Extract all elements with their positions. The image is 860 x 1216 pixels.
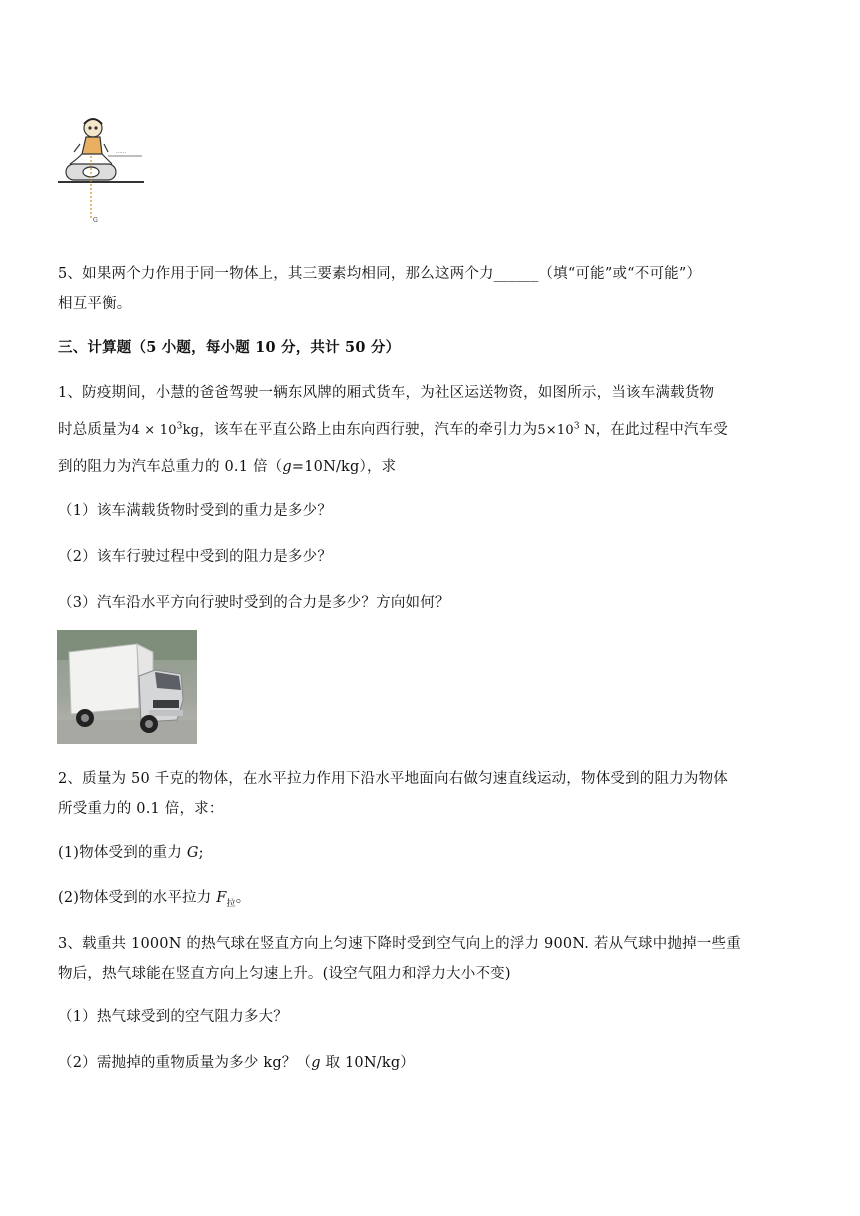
p1-line1: 1、防疫期间，小慧的爸爸驾驶一辆东风牌的厢式货车，为社区运送物资，如图所示，当该车满载货物 — [58, 385, 715, 401]
p1-line2-b: ，该车在平直公路上由东向西行驶，汽车的牵引力为 — [199, 422, 538, 438]
p3-q1: （1）热气球受到的空气阻力多大？ — [58, 1009, 288, 1025]
p3-line1: 3、载重共 1000N 的热气球在竖直方向上匀速下降时受到空气向上的浮力 900N. 若从气球中抛掉一些重 — [58, 936, 741, 952]
p2-q2: (2)物体受到的水平拉力 $F_拉$。 — [58, 890, 251, 909]
p3-line2: 物后，热气球能在竖直方向上匀速上升。(设空气阻力和浮力大小不变) — [58, 966, 511, 982]
p1-line2 — [58, 418, 728, 439]
p1-line2-c: ，在此过程中汽车受 — [595, 422, 729, 438]
section-title: 三、计算题（5 小题，每小题 10 分，共计 50 分） — [58, 339, 401, 356]
box-truck-photo — [57, 630, 197, 744]
q5-line1: 5、如果两个力作用于同一物体上，其三要素均相同，那么这两个力______（填“可能”或“不可能”） — [58, 266, 702, 282]
person-on-scale-figure — [56, 112, 156, 232]
p1-q2: （2）该车行驶过程中受到的阻力是多少？ — [58, 549, 333, 565]
p2-line2: 所受重力的 0.1 倍，求： — [58, 801, 224, 817]
figure-caption-right: …… — [116, 149, 126, 155]
p1-q3: （3）汽车沿水平方向行驶时受到的合力是多少？方向如何？ — [58, 595, 450, 611]
p3-q2: （2）需抛掉的重物质量为多少 kg？（g 取 10N/kg） — [58, 1055, 415, 1071]
p1-mass: $4 \times 10^3kg$ — [131, 421, 200, 438]
figure-caption-g: G — [93, 217, 98, 224]
p2-q1: (1)物体受到的重力 G; — [58, 845, 204, 861]
p1-line2-a: 时总质量为 — [58, 422, 132, 438]
p1-line3: 到的阻力为汽车总重力的 0.1 倍（g=10N/kg），求 — [58, 459, 397, 475]
p1-force: $5\times 10^3$ N — [537, 421, 596, 438]
p2-line1: 2、质量为 50 千克的物体，在水平拉力作用下沿水平地面向右做匀速直线运动，物体受到的阻力为物体 — [58, 771, 728, 787]
p1-q1: （1）该车满载货物时受到的重力是多少？ — [58, 503, 333, 519]
q5-line2: 相互平衡。 — [58, 296, 132, 312]
